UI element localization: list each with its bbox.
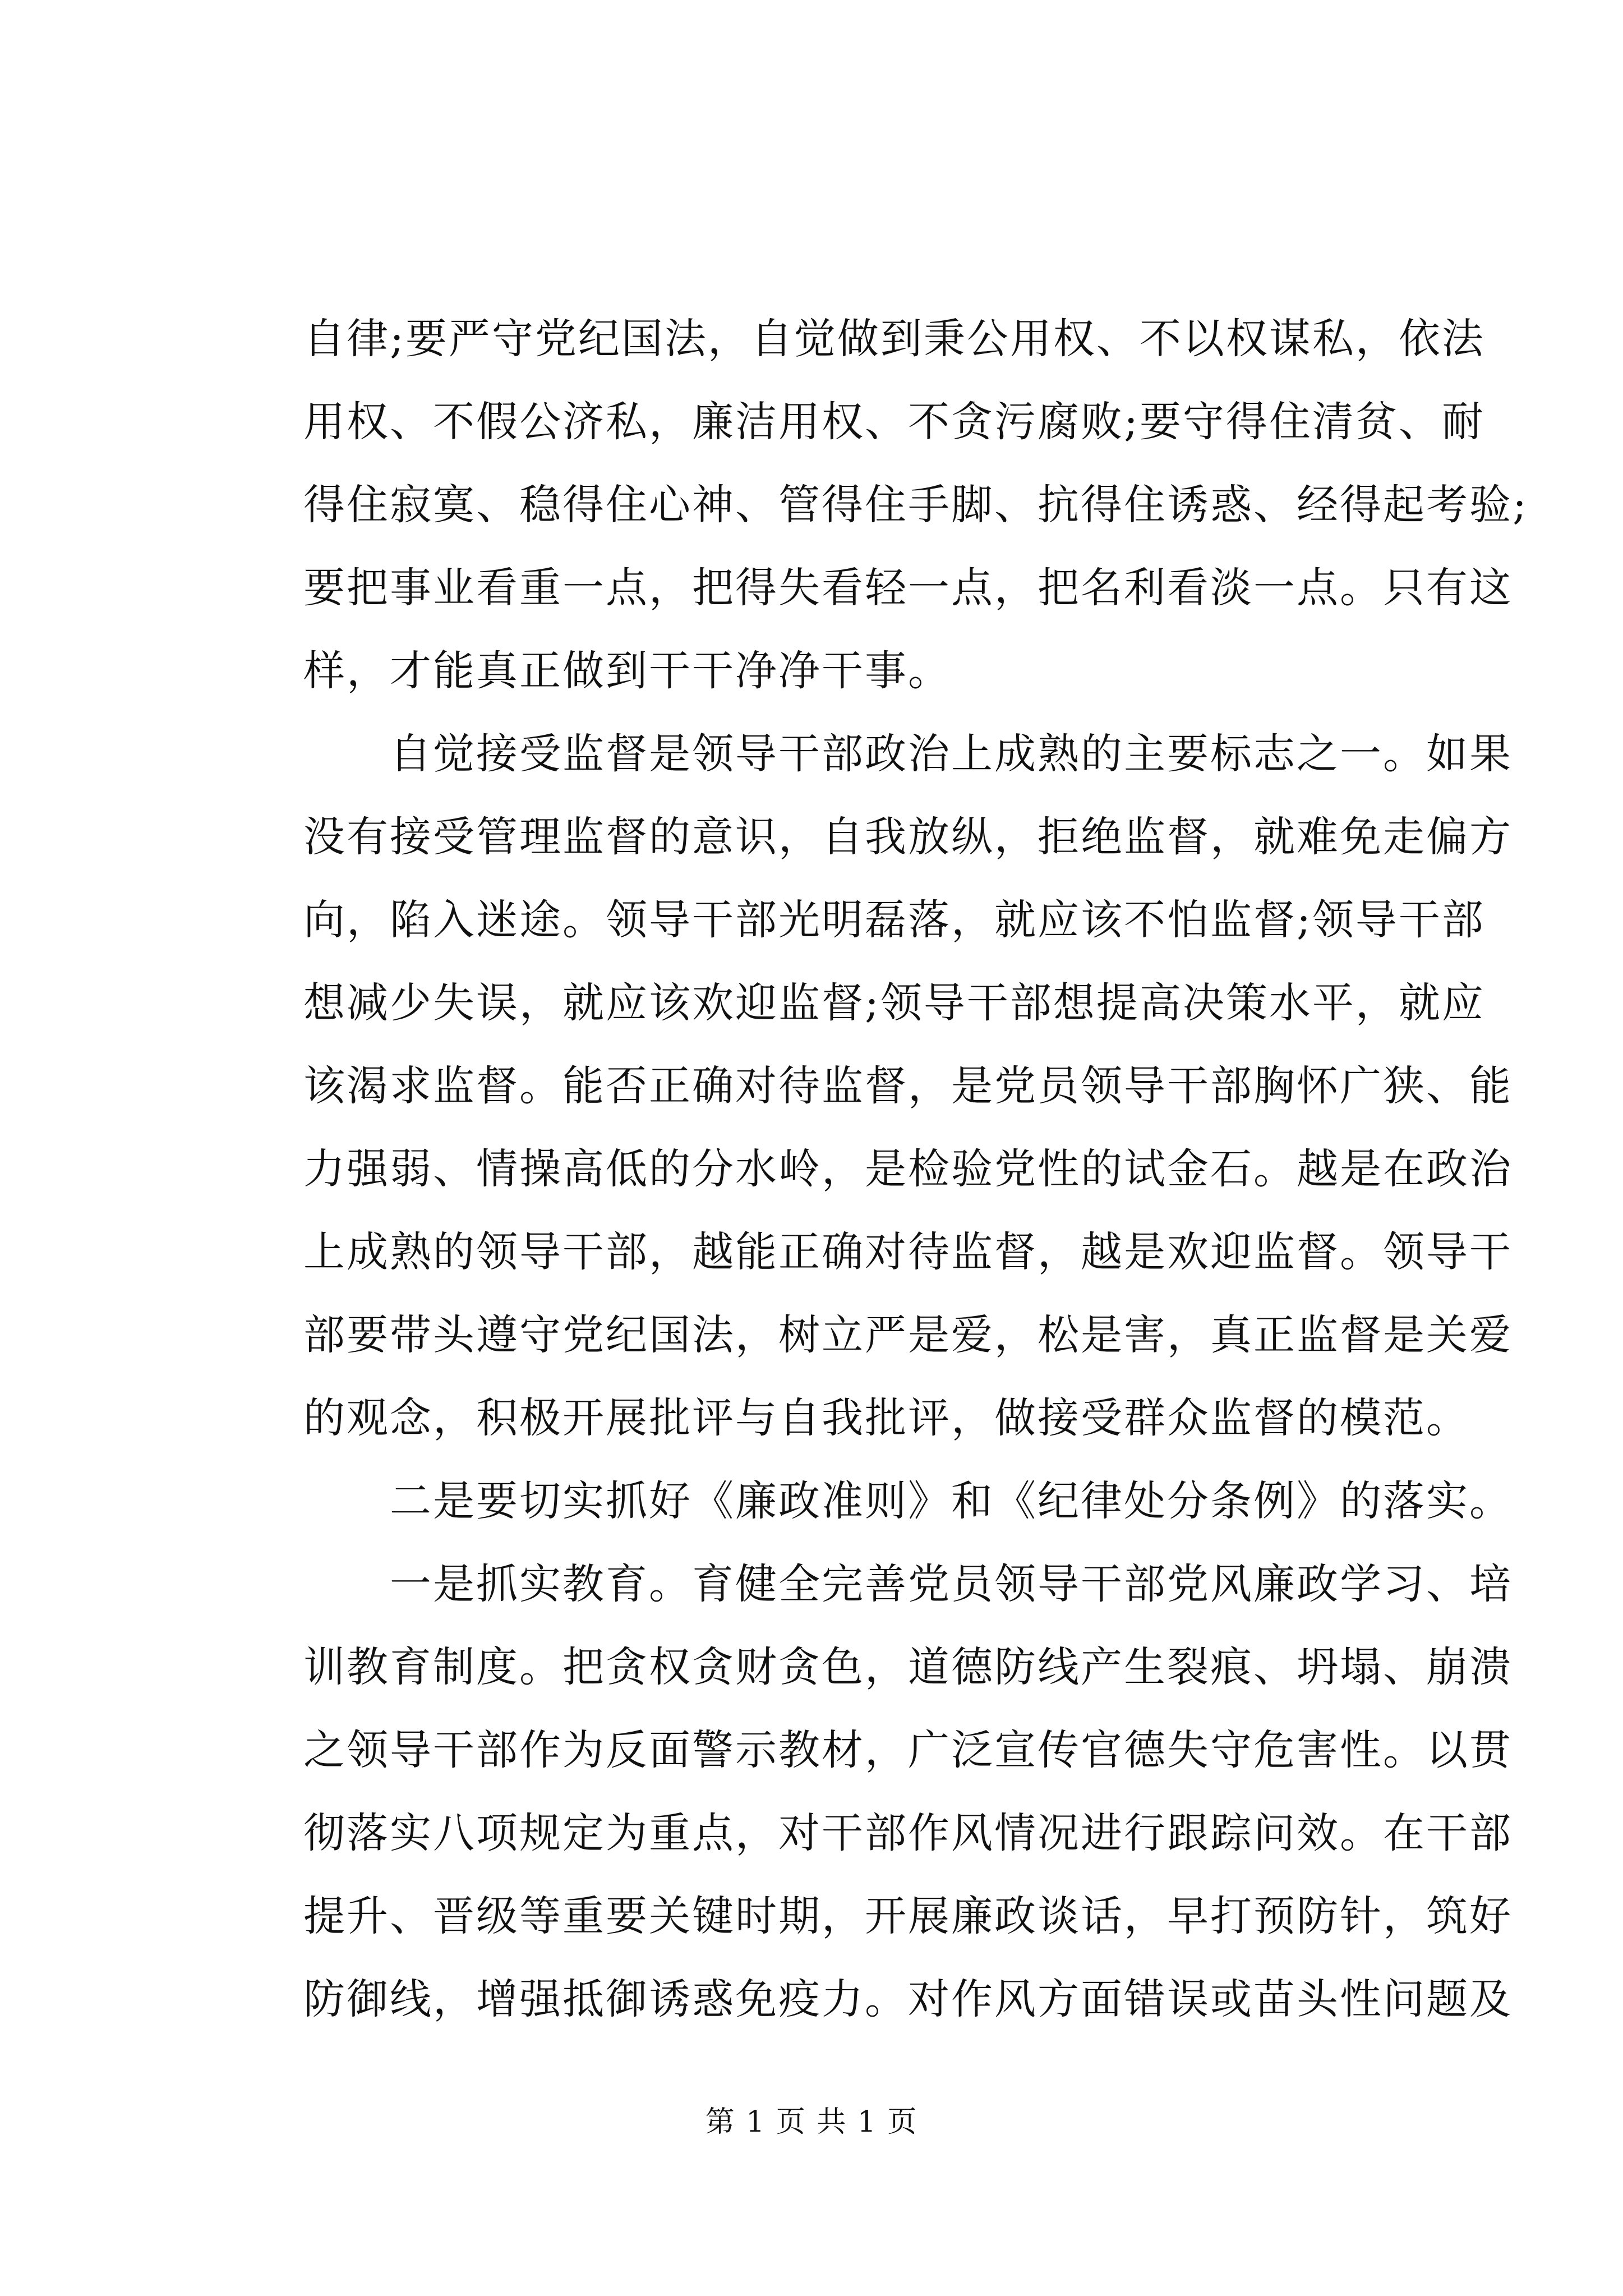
paragraph-start-line: 自觉接受监督是领导干部政治上成熟的主要标志之一。如果 — [303, 730, 1513, 778]
text-line: 得住寂寞、稳得住心神、管得住手脚、抗得住诱惑、经得起考验; — [303, 481, 1528, 529]
paragraph-start-line: 二是要切实抓好《廉政准则》和《纪律处分条例》的落实。 — [303, 1477, 1513, 1525]
text-line: 要把事业看重一点，把得失看轻一点，把名利看淡一点。只有这 — [303, 564, 1513, 612]
text-line: 彻落实八项规定为重点，对干部作风情况进行跟踪问效。在干部 — [303, 1809, 1513, 1857]
text-line: 自律;要严守党纪国法，自觉做到秉公用权、不以权谋私，依法 — [303, 315, 1485, 363]
text-line: 没有接受管理监督的意识，自我放纵，拒绝监督，就难免走偏方 — [303, 813, 1513, 861]
text-line: 向，陷入迷途。领导干部光明磊落，就应该不怕监督;领导干部 — [303, 896, 1485, 944]
page-footer: 第 1 页 共 1 页 — [705, 2105, 918, 2139]
document-body — [303, 297, 1528, 2041]
text-line: 该渴求监督。能否正确对待监督，是党员领导干部胸怀广狭、能 — [303, 1062, 1513, 1110]
text-line: 提升、晋级等重要关键时期，开展廉政谈话，早打预防针，筑好 — [303, 1892, 1513, 1940]
text-line: 训教育制度。把贪权贪财贪色，道德防线产生裂痕、坍塌、崩溃 — [303, 1643, 1513, 1691]
text-line: 之领导干部作为反面警示教材，广泛宣传官德失守危害性。以贯 — [303, 1726, 1513, 1774]
text-line: 部要带头遵守党纪国法，树立严是爱，松是害，真正监督是关爱 — [303, 1311, 1513, 1359]
text-line: 用权、不假公济私，廉洁用权、不贪污腐败;要守得住清贫、耐 — [303, 398, 1485, 446]
text-line: 样，才能真正做到干干净净干事。 — [303, 647, 951, 695]
text-line: 的观念，积极开展批评与自我批评，做接受群众监督的模范。 — [303, 1394, 1469, 1442]
text-line: 防御线，增强抵御诱惑免疫力。对作风方面错误或苗头性问题及 — [303, 1975, 1513, 2023]
paragraph-start-line: 一是抓实教育。育健全完善党员领导干部党风廉政学习、培 — [303, 1560, 1513, 1608]
text-line: 力强弱、情操高低的分水岭，是检验党性的试金石。越是在政治 — [303, 1145, 1513, 1193]
text-line: 上成熟的领导干部，越能正确对待监督，越是欢迎监督。领导干 — [303, 1228, 1513, 1276]
text-line: 想减少失误，就应该欢迎监督;领导干部想提高决策水平，就应 — [303, 979, 1485, 1027]
